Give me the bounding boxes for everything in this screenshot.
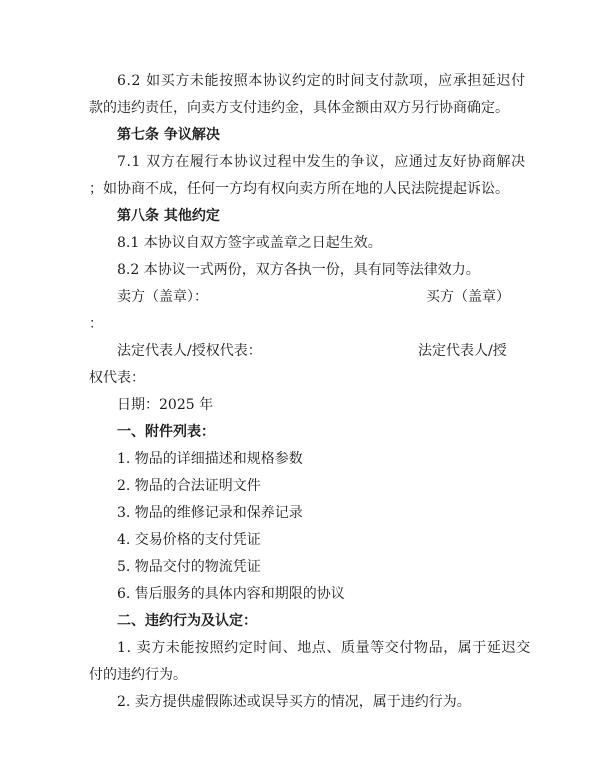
- buyer-representative-label: 法定代表人/授: [418, 343, 507, 359]
- breach-item-1-line1: 1. 卖方未能按照约定时间、地点、质量等交付物品，属于延迟交: [117, 640, 531, 656]
- article-7-heading: 第七条 争议解决: [117, 127, 220, 143]
- buyer-representative-label-cont: 权代表：: [89, 370, 145, 386]
- attachment-item: 2. 物品的合法证明文件: [117, 478, 261, 494]
- clause-7-1-line1: 7.1 双方在履行本协议过程中发生的争议，应通过友好协商解决: [117, 154, 526, 170]
- attachment-item: 3. 物品的维修记录和保养记录: [117, 505, 303, 521]
- attachment-item: 4. 交易价格的支付凭证: [117, 532, 261, 548]
- buyer-seal-colon: ：: [89, 316, 103, 332]
- article-8-heading: 第八条 其他约定: [117, 208, 220, 224]
- clause-6-2-line1: 6.2 如买方未能按照本协议约定的时间支付款项，应承担延迟付: [117, 73, 526, 89]
- seller-seal-label: 卖方（盖章）：: [117, 289, 208, 305]
- attachments-heading: 一、附件列表：: [117, 424, 215, 440]
- breach-heading: 二、违约行为及认定：: [117, 613, 257, 629]
- signing-date: 日期：2025 年: [117, 397, 214, 413]
- clause-6-2-line2: 款的违约责任，向卖方支付违约金，具体金额由双方另行协商确定。: [89, 100, 509, 116]
- clause-8-1: 8.1 本协议自双方签字或盖章之日起生效。: [117, 235, 382, 251]
- attachment-item: 1. 物品的详细描述和规格参数: [117, 451, 303, 467]
- buyer-seal-label: 买方（盖章）: [426, 289, 510, 305]
- attachment-item: 5. 物品交付的物流凭证: [117, 559, 261, 575]
- seller-representative-label: 法定代表人/授权代表：: [117, 343, 262, 359]
- attachment-item: 6. 售后服务的具体内容和期限的协议: [117, 586, 345, 602]
- breach-item-1-line2: 付的违约行为。: [89, 667, 187, 683]
- clause-8-2: 8.2 本协议一式两份，双方各执一份，具有同等法律效力。: [117, 262, 480, 278]
- breach-item-2: 2. 卖方提供虚假陈述或误导买方的情况，属于违约行为。: [117, 694, 471, 710]
- clause-7-1-line2: ；如协商不成，任何一方均有权向卖方所在地的人民法院提起诉讼。: [89, 181, 509, 197]
